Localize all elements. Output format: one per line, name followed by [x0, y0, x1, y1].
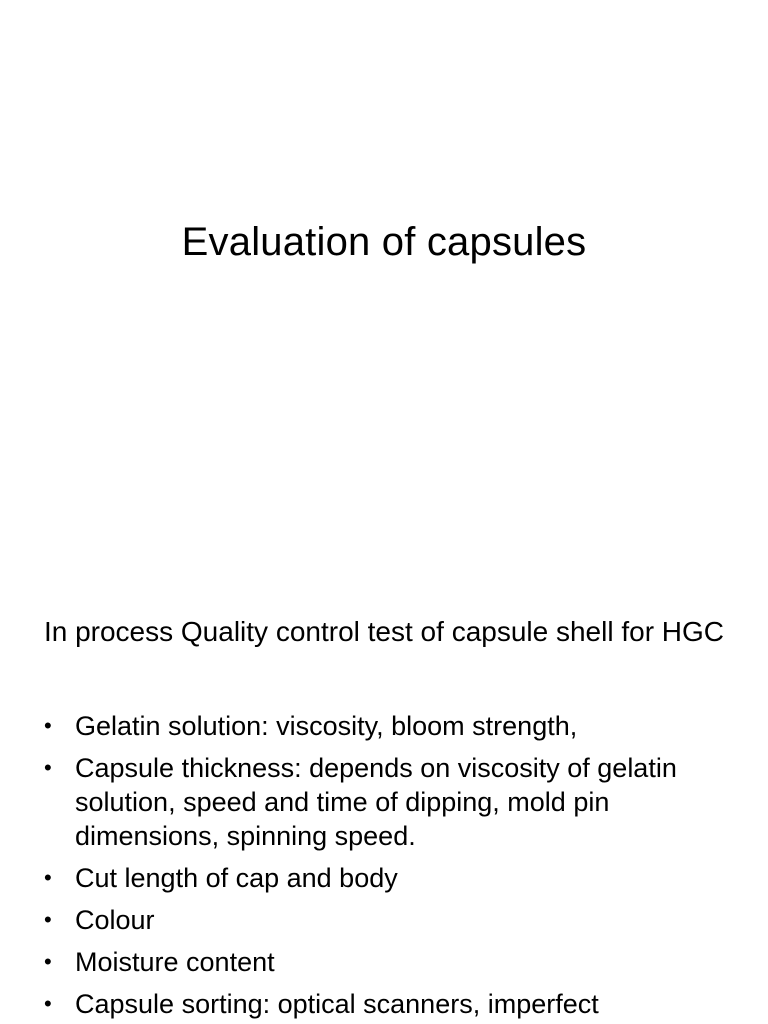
bullet-icon: •: [44, 865, 52, 890]
bullet-text: Moisture content: [75, 947, 275, 977]
list-item: [0, 709, 768, 743]
list-item: [0, 987, 768, 1021]
list-item: [0, 861, 768, 895]
bullet-text: Gelatin solution: viscosity, bloom strength,: [75, 711, 578, 741]
slide-title: Evaluation of capsules: [181, 220, 587, 264]
bullet-list: [0, 709, 768, 1024]
list-item: [0, 751, 768, 853]
slide-heading: In process Quality control test of capsule shell for HGC: [43, 616, 725, 647]
bullet-text: Colour: [75, 905, 155, 935]
bullet-icon: •: [44, 713, 52, 738]
list-item: [0, 945, 768, 979]
slide-2: [0, 576, 768, 1024]
bullet-icon: •: [44, 991, 52, 1016]
list-item: [0, 903, 768, 937]
bullet-text: Cut length of cap and body: [75, 863, 398, 893]
bullet-text: Capsule sorting: optical scanners, imperfect: [75, 989, 599, 1019]
bullet-icon: •: [44, 907, 52, 932]
bullet-icon: •: [44, 755, 52, 780]
bullet-icon: •: [44, 949, 52, 974]
bullet-text: Capsule thickness: depends on viscosity of gelatin solution, speed and time of dipping, mold pin dimensions, spinning speed.: [75, 753, 677, 851]
